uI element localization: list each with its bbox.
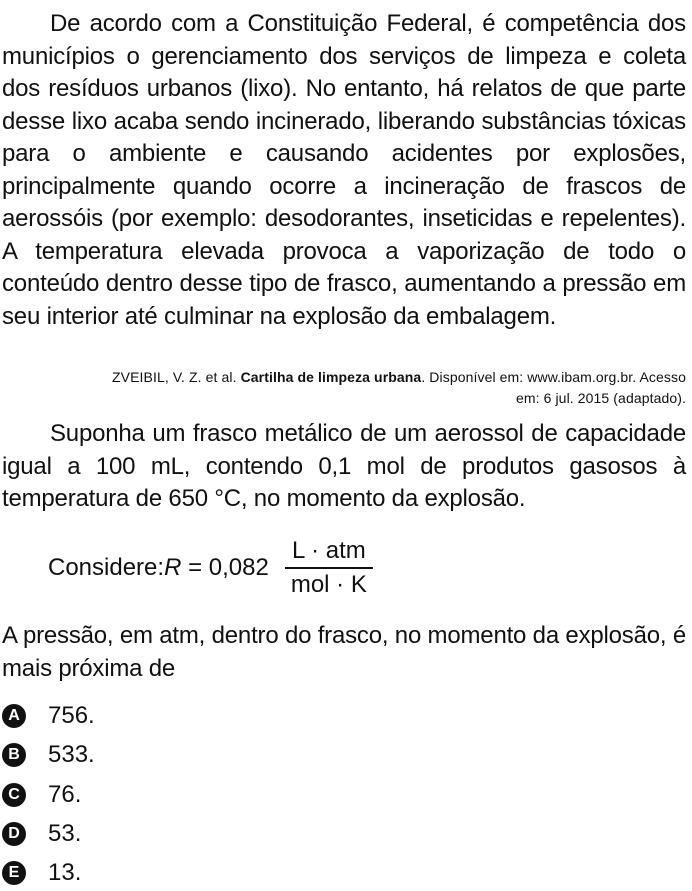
option-a-badge: A bbox=[2, 704, 26, 728]
option-e-badge: E bbox=[2, 861, 26, 885]
option-b[interactable] bbox=[2, 737, 95, 773]
option-b-badge: B bbox=[2, 743, 26, 767]
option-e-text: 13. bbox=[48, 859, 82, 886]
fraction-denominator: mol · K bbox=[290, 570, 367, 598]
citation-rest: . Disponível em: www.ibam.org.br. Acesso em: 6 jul. 2015 (adaptado). bbox=[421, 369, 686, 406]
fraction-numerator: L · atm bbox=[291, 537, 366, 565]
formula-value: = 0,082 bbox=[181, 554, 269, 581]
question-text: A pressão, em atm, dentro do frasco, no momento da explosão, é mais próxima de bbox=[2, 622, 686, 682]
gas-constant-formula bbox=[48, 536, 373, 600]
formula-prefix: Considere: bbox=[48, 554, 165, 581]
formula-variable: R bbox=[164, 554, 182, 581]
option-d[interactable] bbox=[2, 816, 81, 852]
citation-authors: ZVEIBIL, V. Z. et al. bbox=[112, 369, 237, 385]
option-c-badge: C bbox=[2, 783, 26, 807]
units-fraction bbox=[285, 537, 373, 599]
citation-title: Cartilha de limpeza urbana bbox=[240, 369, 422, 385]
option-c-text: 76. bbox=[48, 781, 82, 808]
option-b-text: 533. bbox=[48, 741, 95, 768]
scenario-text: Suponha um frasco metálico de um aerossol de capacidade igual a 100 mL, contendo 0,1 mol de produtos gasosos à temperatura de 650 °C, no momento da explosão. bbox=[2, 420, 686, 512]
option-a[interactable] bbox=[2, 698, 95, 734]
option-d-text: 53. bbox=[48, 820, 82, 847]
option-a-text: 756. bbox=[48, 702, 95, 729]
option-c[interactable] bbox=[2, 777, 81, 813]
citation bbox=[86, 367, 686, 409]
option-d-badge: D bbox=[2, 822, 26, 846]
passage-text: De acordo com a Constituição Federal, é competência dos municípios o gerenciamento dos serviços de limpeza e coleta dos resíduos urbanos (lixo). No entanto, há relatos de que parte desse lixo acaba sendo incinerado, liberando substâncias tóxicas para o ambiente e causando acidentes por explosões, principalmente quando ocorre a incineração de frascos de aerossóis (por exemplo: desodorantes, inseticidas e repelentes). A temperatura elevada provoca a vaporização de todo o conteúdo dentro desse tipo de frasco, aumentando a pressão em seu interior até culminar na explosão da embalagem. bbox=[2, 10, 686, 330]
option-e[interactable] bbox=[2, 855, 81, 891]
